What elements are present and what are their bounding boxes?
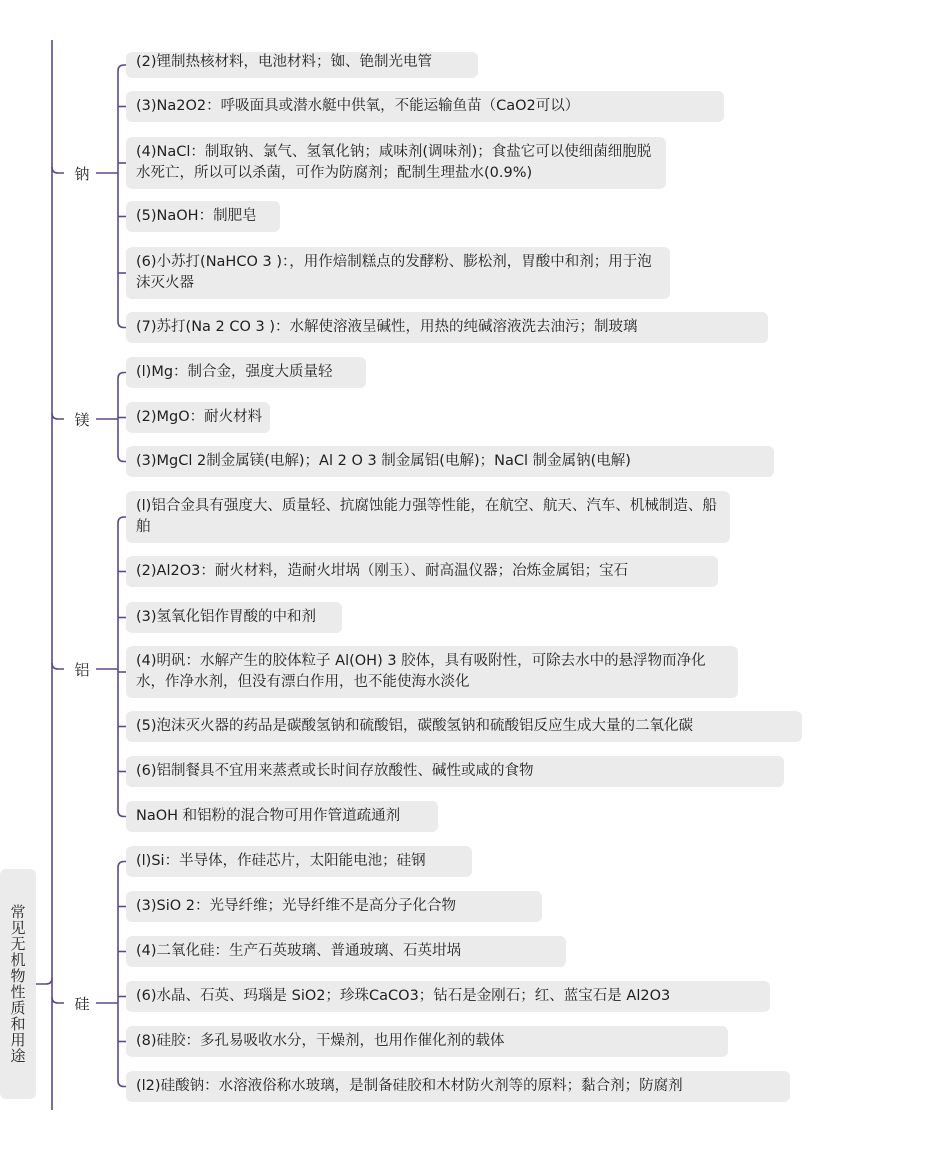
leaf-text: (2)锂制热核材料，电池材料；铷、铯制光电管 [136, 54, 433, 70]
leaf-node[interactable] [126, 602, 342, 633]
leaf-node[interactable] [126, 556, 718, 587]
connector-line [52, 663, 64, 669]
leaf-node[interactable] [126, 491, 730, 543]
leaf-node[interactable] [126, 446, 774, 477]
branch-label: 铝 [74, 660, 90, 679]
leaf-text: (8)硅胶：多孔易吸收水分，干燥剂，也用作催化剂的载体 [136, 1033, 505, 1049]
leaf-text: (2)MgO：耐火材料 [136, 409, 263, 425]
connector-line [118, 811, 126, 817]
root-label: 常见无机物性质和用途 [8, 904, 27, 1064]
leaf-node[interactable] [126, 402, 270, 433]
connector-line [52, 413, 64, 419]
leaf-text: (4)明矾：水解产生的胶体粒子 Al(OH) 3 胶体，具有吸附性，可除去水中的悬浮物而净化水，作净水剂，但没有漂白作用，也不能使海水淡化 [136, 653, 706, 690]
leaf-node[interactable] [126, 981, 770, 1012]
leaf-text: (6)小苏打(NaHCO 3 )：，用作焙制糕点的发酵粉、膨松剂，胃酸中和剂；用于泡沫灭火器 [136, 254, 652, 291]
leaf-text: (5)泡沫灭火器的药品是碳酸氢钠和硫酸铝，碳酸氢钠和硫酸铝反应生成大量的二氧化碳 [136, 718, 694, 734]
leaf-text: (l)Mg：制合金，强度大质量轻 [136, 364, 333, 380]
leaf-node[interactable] [126, 846, 472, 877]
leaf-text: (6)水晶、石英、玛瑙是 SiO2；珍珠CaCO3；钻石是金刚石；红、蓝宝石是 Al2O3 [136, 988, 671, 1004]
leaf-node[interactable] [126, 137, 666, 189]
leaf-node[interactable] [126, 52, 478, 78]
connector-line [118, 373, 126, 379]
leaf-node[interactable] [126, 91, 724, 122]
connector-line [118, 517, 126, 523]
leaf-node[interactable] [126, 801, 438, 832]
root-node[interactable] [0, 869, 36, 1099]
branch-label: 钠 [74, 164, 90, 183]
leaf-text: (5)NaOH：制肥皂 [136, 208, 257, 224]
leaf-node[interactable] [126, 646, 738, 698]
leaf-node[interactable] [126, 1071, 790, 1102]
connector-line [118, 1081, 126, 1087]
connector-line [36, 978, 52, 984]
connector-line [52, 997, 64, 1003]
branch-label: 硅 [74, 994, 90, 1013]
connector-line [118, 322, 126, 328]
leaf-node[interactable] [126, 711, 802, 742]
leaf-node[interactable] [126, 312, 768, 343]
leaf-text: NaOH 和铝粉的混合物可用作管道疏通剂 [136, 808, 401, 824]
connector-line [118, 456, 126, 462]
connector-line [118, 65, 126, 71]
leaf-node[interactable] [126, 891, 542, 922]
branch-node-aluminum[interactable] [64, 651, 100, 687]
connector-line [118, 862, 126, 868]
leaf-node[interactable] [126, 1026, 728, 1057]
leaf-text: (6)铝制餐具不宜用来蒸煮或长时间存放酸性、碱性或咸的食物 [136, 763, 534, 779]
leaf-node[interactable] [126, 357, 366, 388]
leaf-text: (7)苏打(Na 2 CO 3 )：水解使溶液呈碱性，用热的纯碱溶液洗去油污；制玻璃 [136, 319, 638, 335]
branch-label: 镁 [74, 410, 90, 429]
leaf-node[interactable] [126, 756, 784, 787]
leaf-text: (4)NaCl：制取钠、氯气、氢氧化钠；咸味剂(调味剂)；食盐它可以使细菌细胞脱水死亡，所以可以杀菌，可作为防腐剂；配制生理盐水(0.9%) [136, 144, 652, 181]
leaf-text: (l2)硅酸钠：水溶液俗称水玻璃，是制备硅胶和木材防火剂等的原料；黏合剂；防腐剂 [136, 1078, 683, 1094]
leaf-node[interactable] [126, 201, 280, 232]
connector-line [52, 167, 64, 173]
leaf-text: (l)Si：半导体，作硅芯片，太阳能电池；硅钢 [136, 853, 426, 869]
leaf-text: (4)二氧化硅：生产石英玻璃、普通玻璃、石英坩埚 [136, 943, 462, 959]
leaf-text: (2)Al2O3：耐火材料，造耐火坩埚（刚玉）、耐高温仪器；冶炼金属铝；宝石 [136, 563, 629, 579]
leaf-text: (3)Na2O2：呼吸面具或潜水艇中供氧，不能运输鱼苗（CaO2可以） [136, 98, 580, 114]
leaf-node[interactable] [126, 936, 566, 967]
branch-node-silicon[interactable] [64, 985, 100, 1021]
leaf-text: (3)SiO 2：光导纤维；光导纤维不是高分子化合物 [136, 898, 457, 914]
leaf-text: (l)铝合金具有强度大、质量轻、抗腐蚀能力强等性能，在航空、航天、汽车、机械制造、船舶 [136, 498, 717, 535]
leaf-text: (3)MgCl 2制金属镁(电解)；Al 2 O 3 制金属铝(电解)；NaCl 制金属钠(电解) [136, 453, 631, 469]
branch-node-magnesium[interactable] [64, 401, 100, 437]
branch-node-sodium[interactable] [64, 155, 100, 191]
leaf-node[interactable] [126, 247, 670, 299]
leaf-text: (3)氢氧化铝作胃酸的中和剂 [136, 609, 317, 625]
